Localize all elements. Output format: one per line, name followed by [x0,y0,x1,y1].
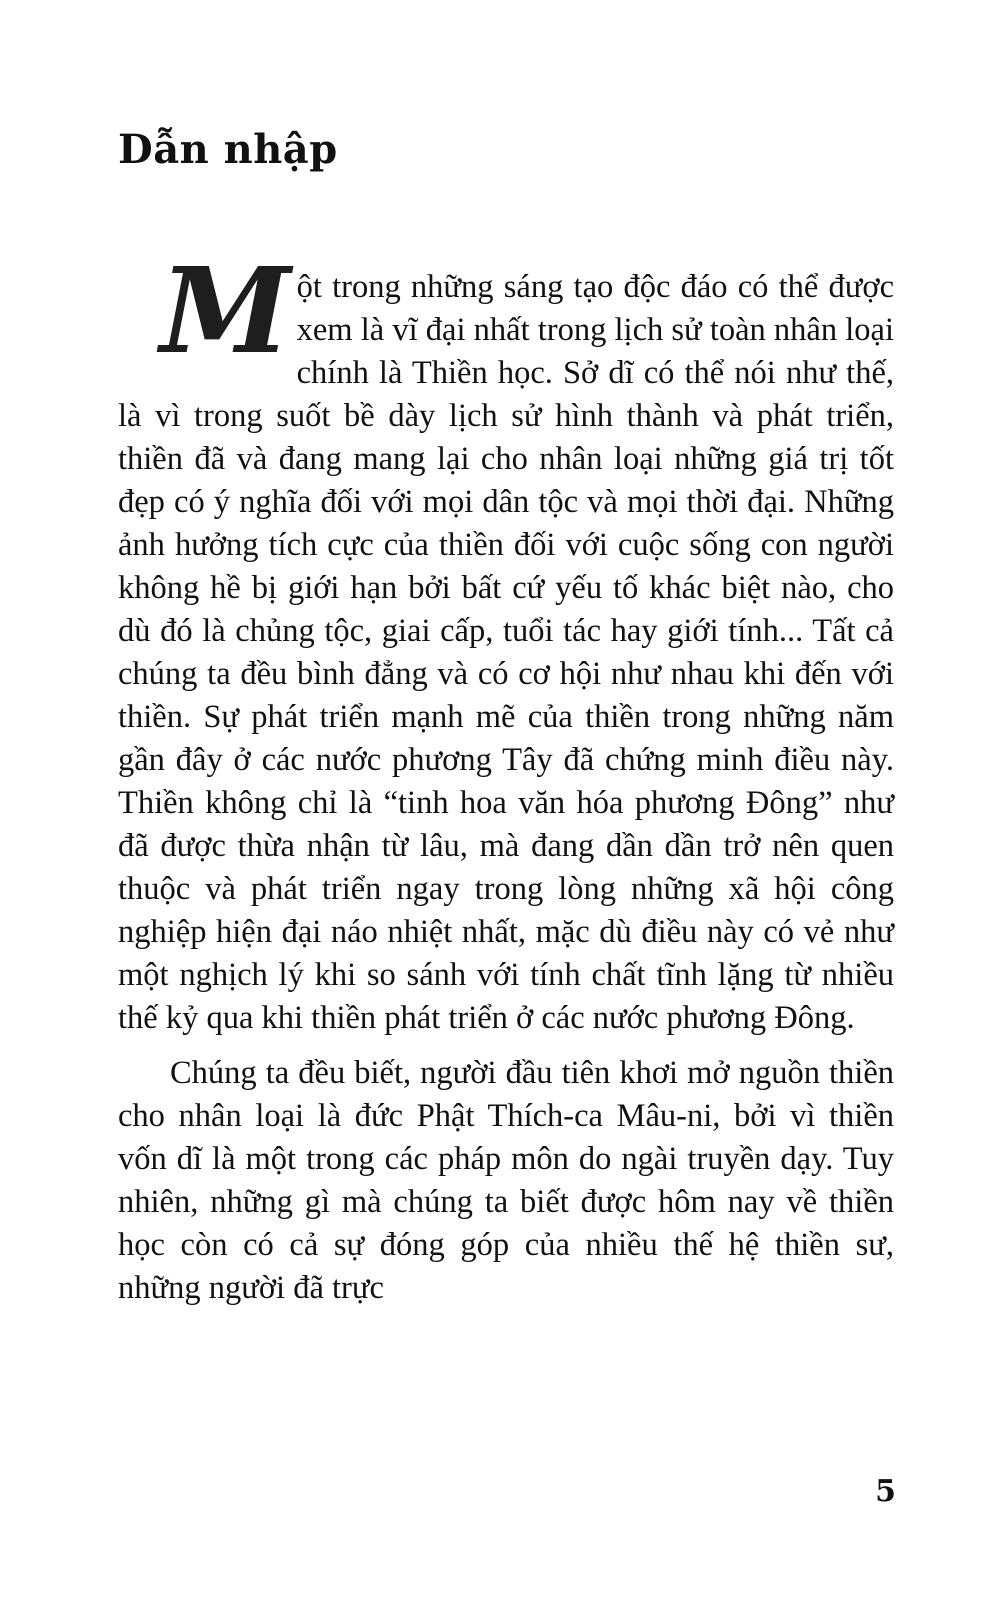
body-text [118,241,894,1310]
page-number: 5 [875,1474,896,1509]
chapter-title: Dẫn nhập [118,126,338,173]
paragraph-1-text: ột trong những sáng tạo độc đáo có thể được xem là vĩ đại nhất trong lịch sử toàn nhân loại chính là Thiền học. Sở dĩ có thể nói như thế, là vì trong suốt bề dày lịch sử hình thành và phát triển, thiền đã và đang mang lại cho nhân loại những giá trị tốt đẹp có ý nghĩa đối với mọi dân tộc và mọi thời đại. Những ảnh hưởng tích cực của thiền đối với cuộc sống con người không hề bị giới hạn bởi bất cứ yếu tố khác biệt nào, cho dù đó là chủng tộc, giai cấp, tuổi tác hay giới tính... Tất cả chúng ta đều bình đẳng và có cơ hội như nhau khi đến với thiền. Sự phát triển mạnh mẽ của thiền trong những năm gần đây ở các nước phương Tây đã chứng minh điều này. Thiền không chỉ là “tinh hoa văn hóa phương Đông” như đã được thừa nhận từ lâu, mà đang dần dần trở nên quen thuộc và phát triển ngay trong lòng những xã hội công nghiệp hiện đại náo nhiệt nhất, mặc dù điều này có vẻ như một nghịch lý khi so sánh với tính chất tĩnh lặng từ nhiều thế kỷ qua khi thiền phát triển ở các nước phương Đông. [118,269,894,1036]
paragraph-2-text: Chúng ta đều biết, người đầu tiên khơi mở nguồn thiền cho nhân loại là đức Phật Thích-ca Mâu-ni, bởi vì thiền vốn dĩ là một trong các pháp môn do ngài truyền dạy. Tuy nhiên, những gì mà chúng ta biết được hôm nay về thiền học còn có cả sự đóng góp của nhiều thế hệ thiền sư, những người đã trực [118,1055,894,1306]
paragraph-2 [118,1052,894,1310]
paragraph-1 [118,241,894,1040]
drop-cap-letter: M [160,241,291,380]
